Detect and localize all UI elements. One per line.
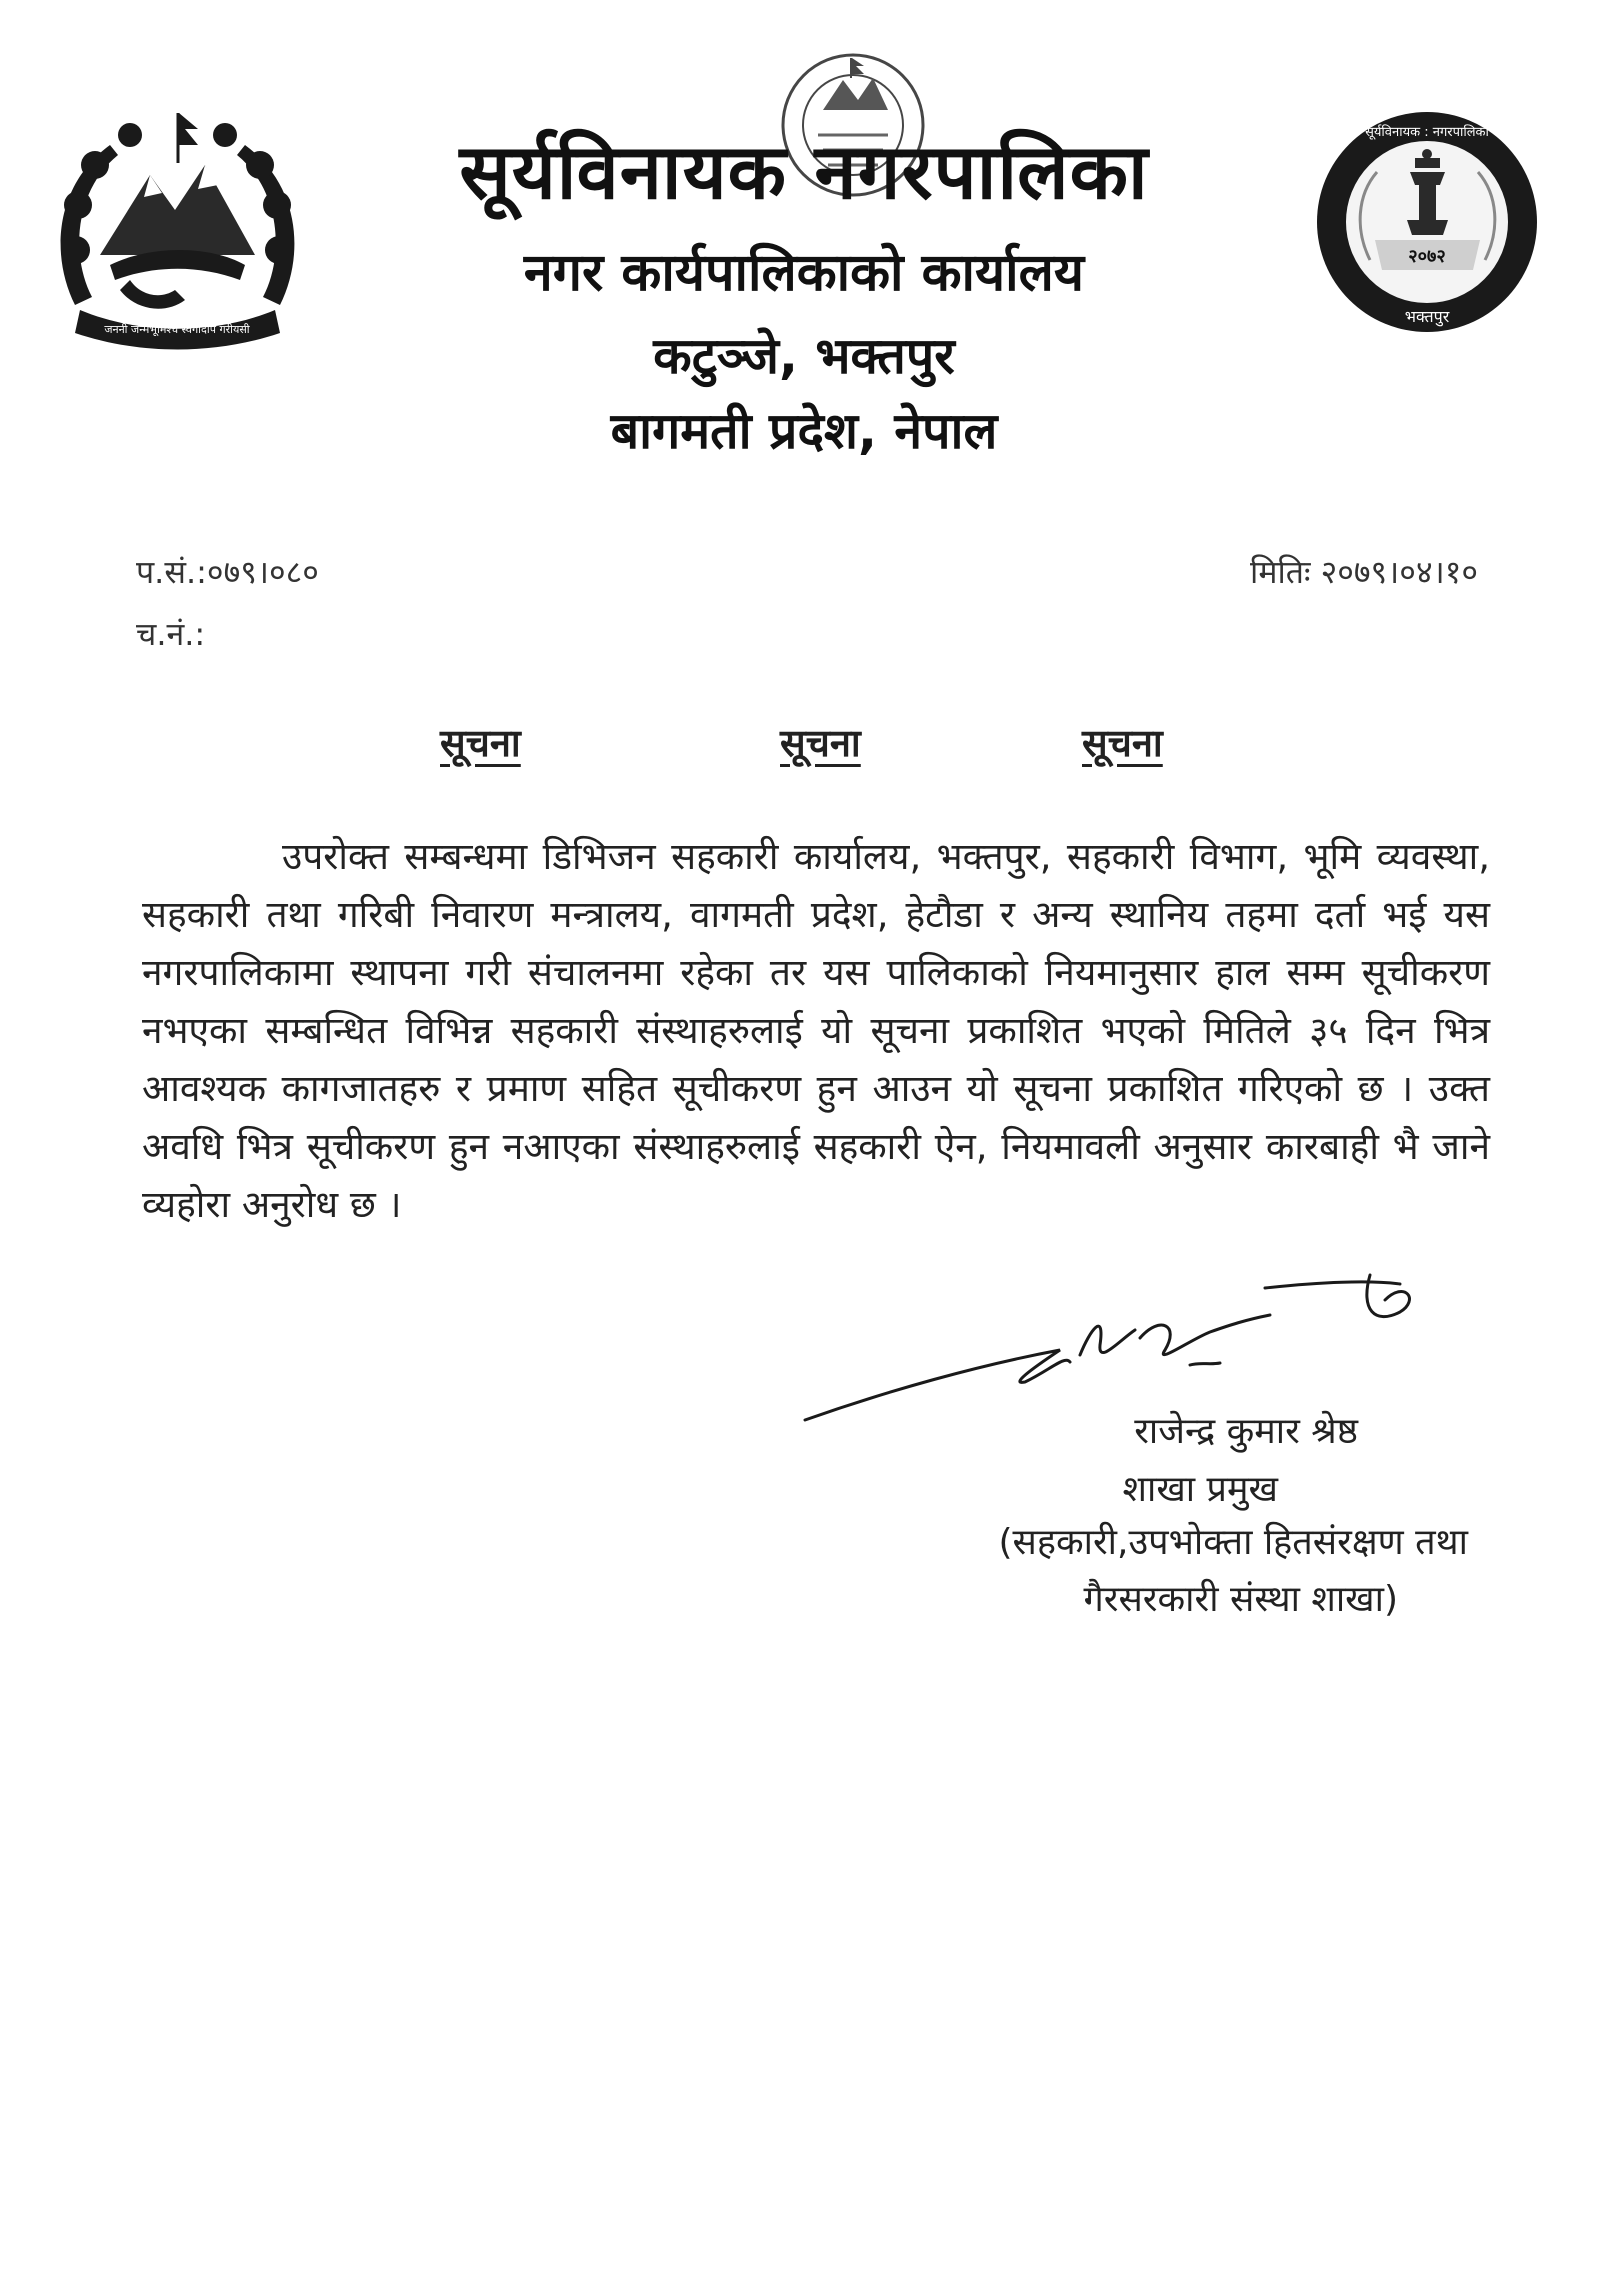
emblem-top-text: सूर्यविनायक : नगरपालिका [1365,125,1489,140]
signatory-name: राजेन्द्र कुमार श्रेष्ठ [1134,1411,1358,1452]
notice-heading: सूचना [780,721,861,765]
emblem-year: २०७२ [1408,246,1446,267]
office-name: नगर कार्यपालिकाको कार्यालय [523,243,1085,303]
emblem-bottom-text: भक्तपुर [1404,307,1450,326]
notice-heading: सूचना [1082,721,1163,765]
emblem-motto: जननी जन्मभूमिश्च स्वर्गादपि गरीयसी [104,323,250,336]
signatory-department: गैरसरकारी संस्था शाखा) [1083,1579,1398,1620]
reference-number: प.सं.:०७९।०८० [136,553,319,591]
dispatch-number: च.नं.: [136,615,206,653]
signatory-department: (सहकारी,उपभोक्ता हितसंरक्षण तथा [998,1522,1468,1563]
letter-date: मितिः २०७९।०४।१० [1250,553,1478,591]
office-location: कटुञ्जे, भक्तपुर [653,327,955,385]
signatory-post: शाखा प्रमुख [1122,1469,1278,1510]
municipality-name: सूर्यविनायक नगरपालिका [459,127,1149,216]
notice-heading: सूचना [440,721,521,765]
notice-body: उपरोक्त सम्बन्धमा डिभिजन सहकारी कार्यालय, भक्तपुर, सहकारी विभाग, भूमि व्यवस्था, सहकारी तथा गरिबी निवारण मन्त्रालय, वागमती प्रदेश, हेटौडा र अन्य स्थानिय तहमा दर्ता भई यस नगरपालिकामा स्थापना गरी संचालनमा रहेका तर यस पालिकाको नियमानुसार हाल सम्म सूचीकरण नभएका सम्बन्धित विभिन्न सहकारी संस्थाहरुलाई यो सूचना प्रकाशित भएको मितिले ३५ दिन भित्र आवश्यक कागजातहरु र प्रमाण सहित सूचीकरण हुन आउन यो सूचना प्रकाशित गरिएको छ । उक्त अवधि भित्र सूचीकरण हुन नआएका संस्थाहरुलाई सहकारी ऐन, नियमावली अनुसार कारबाही भै जाने व्यहोरा अनुरोध छ । [142,835,1490,1226]
province-country: बागमती प्रदेश, नेपाल [610,402,998,460]
